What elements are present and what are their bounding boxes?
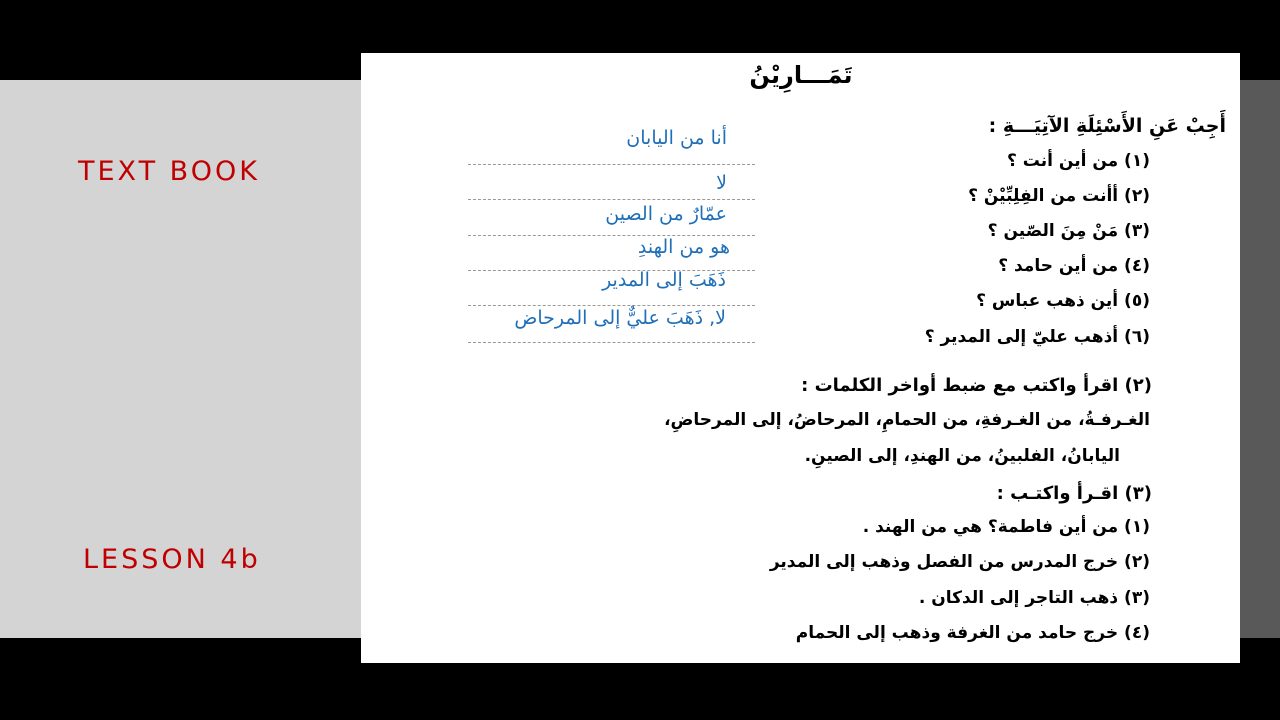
answer-line [468, 199, 755, 200]
text-book-label: TEXT BOOK [78, 156, 260, 187]
section2-line-2: اليابانُ، الفلبينُ، من الهندِ، إلى الصينِ. [804, 446, 1120, 466]
dark-side-strip [1240, 80, 1280, 638]
question-6: (٦) أذهب عليّ إلى المدير ؟ [924, 327, 1150, 347]
answer-2: لا [716, 172, 727, 194]
section2-line-1: الغـرفـةُ، من الغـرفةِ، من الحمامِ، المرحاضُ، إلى المرحاضِ، [664, 410, 1150, 430]
section2-heading: (٢) اقرأ واكتب مع ضبط أواخر الكلمات : [801, 375, 1152, 396]
answer-6: لا, ذَهَبَ عليٌّ إلى المرحاض [514, 307, 726, 329]
answer-line [468, 342, 755, 343]
lesson-label: LESSON 4b [83, 544, 261, 575]
exercise-title: تَمَـــارِيْنُ [749, 61, 853, 89]
textbook-page [361, 53, 1240, 663]
answer-line [468, 305, 755, 306]
answer-1: أنا من اليابان [626, 127, 727, 149]
question-4: (٤) من أين حامد ؟ [998, 256, 1150, 276]
question-2: (٢) أأنت من الفِلِبِّيْنْ ؟ [968, 186, 1150, 206]
answer-4: هو من الهندِ [637, 236, 730, 258]
section3-item-2: (٢) خرج المدرس من الفصل وذهب إلى المدير [769, 552, 1150, 572]
section3-item-3: (٣) ذهب التاجر إلى الدكان . [918, 588, 1150, 608]
section3-item-4: (٤) خرج حامد من الغرفة وذهب إلى الحمام [795, 623, 1150, 643]
section1-heading: أَجِبْ عَنِ الأَسْئِلَةِ الآتِيَـــةِ : [988, 115, 1226, 137]
section3-heading: (٣) اقـرأ واكتـب : [996, 483, 1152, 504]
section3-item-1: (١) من أين فاطمة؟ هي من الهند . [862, 517, 1150, 537]
question-3: (٣) مَنْ مِنَ الصّين ؟ [987, 221, 1150, 241]
answer-3: عمّارٌ من الصين [605, 203, 727, 225]
answer-line [468, 164, 755, 165]
question-1: (١) من أين أنت ؟ [1006, 151, 1150, 171]
question-5: (٥) أين ذهب عباس ؟ [976, 291, 1150, 311]
answer-5: ذَهَبَ إلى المدير [602, 269, 726, 291]
